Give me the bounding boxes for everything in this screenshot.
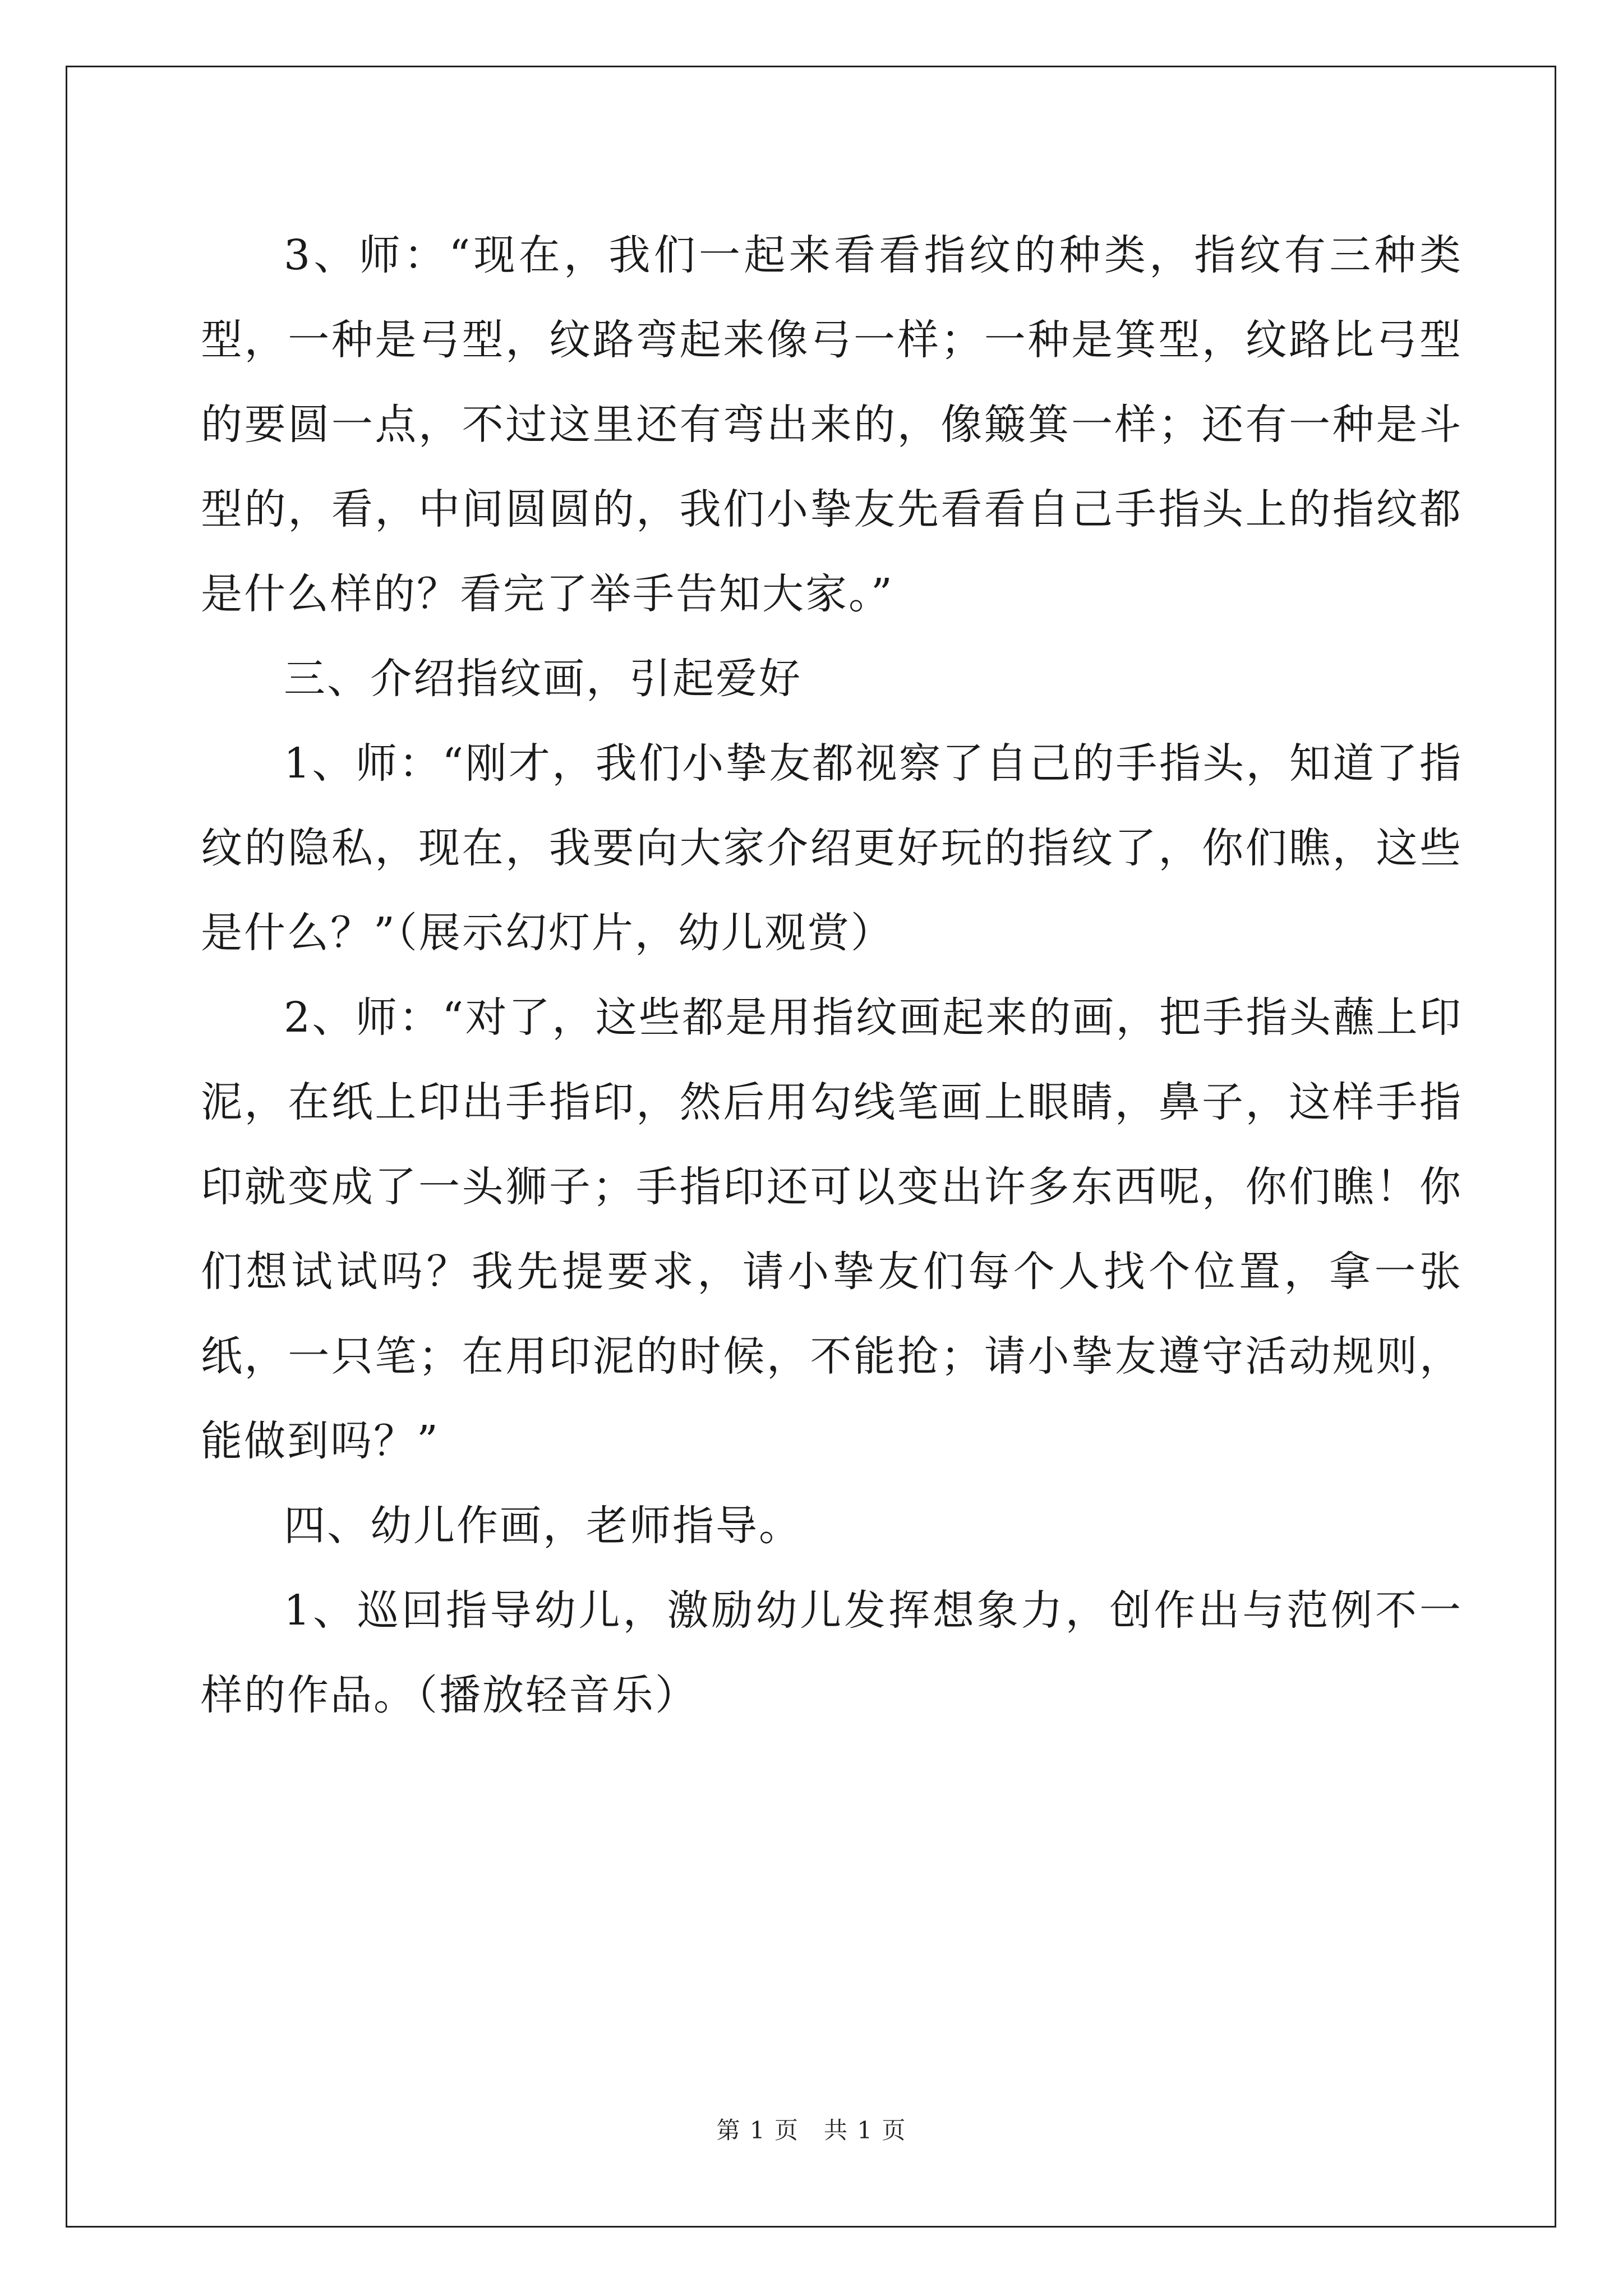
paragraph-guidance: 1、巡回指导幼儿，激励幼儿发挥想象力，创作出与范例不一样的作品。（播放轻音乐） bbox=[201, 1586, 1463, 1719]
paragraph-teacher-demo: 2、师：“对了，这些都是用指纹画起来的画，把手指头蘸上印泥，在纸上印出手指印，然后用勾线笔画上眼睛，鼻子，这样手指印就变成了一头狮子；手指印还可以变出许多东西呢，你们瞧！你们想试试吗？我先提要求，请小挚友们每个人找个位置，拿一张纸，一只笔；在用印泥的时候，不能抢；请小挚友遵守活动规则，能做到吗？” bbox=[201, 993, 1463, 1465]
paragraph-fingerprint-types: 3、师：“现在，我们一起来看看指纹的种类，指纹有三种类型，一种是弓型，纹路弯起来像弓一样；一种是箕型，纹路比弓型的要圆一点，不过这里还有弯出来的，像簸箕一样；还有一种是斗型的，看，中间圆圆的，我们小挚友先看看自己手指头上的指纹都是什么样的？看完了举手告知大家。” bbox=[201, 231, 1463, 618]
paragraph-teacher-intro: 1、师：“刚才，我们小挚友都视察了自己的手指头，知道了指纹的隐私，现在，我要向大家介绍更好玩的指纹了，你们瞧，这些是什么？”（展示幻灯片，幼儿观赏） bbox=[201, 739, 1463, 957]
page-footer: 第 1 页 共 1 页 bbox=[716, 2116, 907, 2144]
section-heading-intro-fingerprint-art: 三、介绍指纹画，引起爱好 bbox=[284, 655, 802, 703]
document-body bbox=[201, 213, 1463, 1738]
section-heading-children-drawing: 四、幼儿作画，老师指导。 bbox=[284, 1502, 802, 1550]
